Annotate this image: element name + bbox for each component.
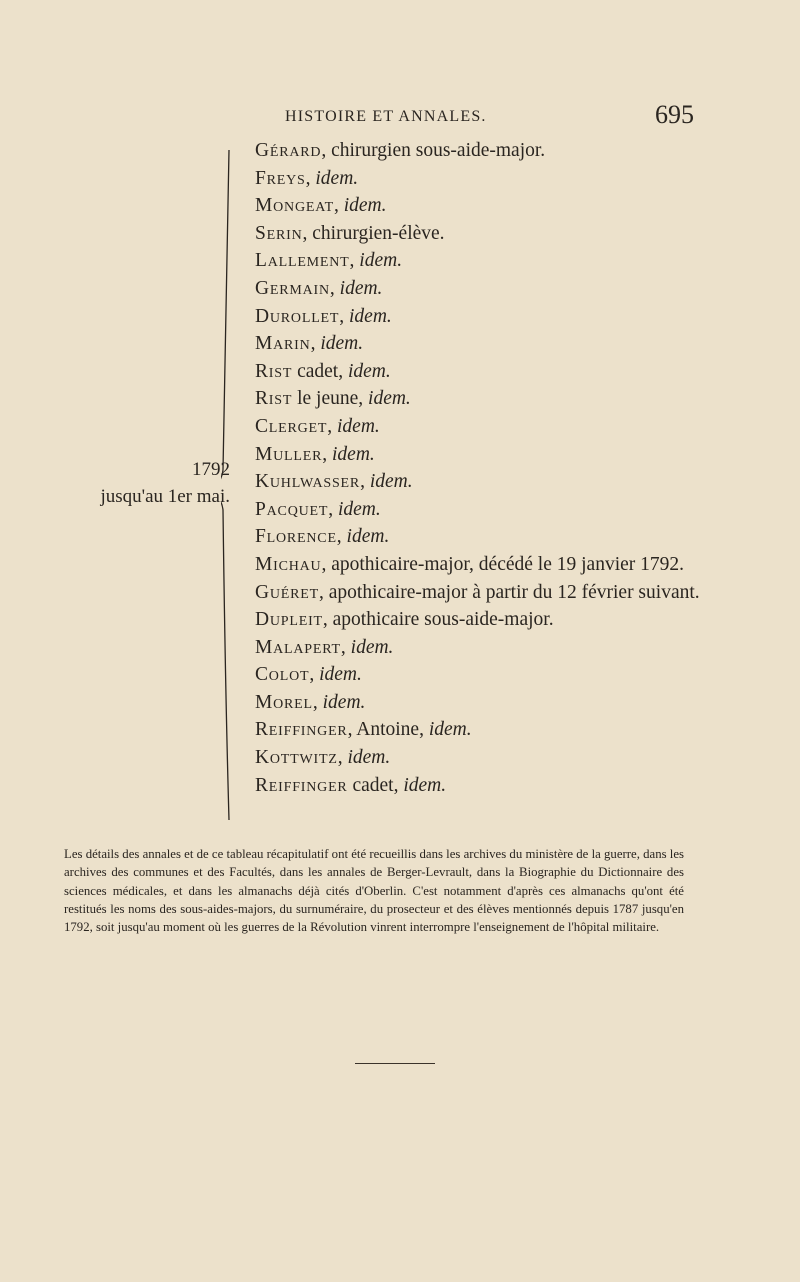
footnote-text: Les détails des annales et de ce tableau récapitulatif ont été recueillis dans les archives du ministère de la guerre, dans les archives des communes et des Facultés, dans les annales de Berger-Levrault, dans la Biographie du Dictionnaire des sciences médicales, et dans les almanachs déjà cités d'Oberlin. C'est notamment d'après ces almanachs qu'ont été restitués les noms des sous-aides-majors, du surnuméraire, du prosecteur et des élèves mentionnés depuis 1787 jusqu'en 1792, soit jusqu'au moment où les guerres de la Révolution vinrent interrompre l'enseignement de l'hôpital militaire. bbox=[64, 847, 684, 935]
list-item: Marin, idem. bbox=[255, 333, 364, 355]
person-name: Kottwitz bbox=[255, 747, 338, 769]
person-name: Rist bbox=[255, 360, 293, 382]
person-role: idem. bbox=[403, 774, 447, 796]
person-role: idem. bbox=[337, 415, 380, 437]
person-name: Colot bbox=[255, 664, 310, 686]
person-role: idem. bbox=[368, 388, 411, 410]
person-role: idem. bbox=[339, 277, 383, 299]
person-qualifier: le jeune, bbox=[292, 388, 369, 410]
person-role: idem. bbox=[350, 636, 394, 658]
person-name: Dupleit bbox=[255, 609, 323, 631]
person-role: idem. bbox=[349, 305, 392, 327]
person-name: Michau bbox=[255, 553, 322, 575]
person-name: Pacquet bbox=[255, 498, 329, 520]
person-role: , apothicaire sous-aide-major. bbox=[322, 609, 554, 631]
person-role: idem. bbox=[337, 498, 381, 520]
person-qualifier: cadet, bbox=[347, 774, 404, 796]
person-qualifier: , Antoine, bbox=[347, 719, 429, 741]
person-name: Reiffinger bbox=[255, 719, 348, 741]
list-item: Colot, idem. bbox=[255, 664, 362, 686]
list-item: Pacquet, idem. bbox=[255, 498, 381, 520]
person-role: idem. bbox=[428, 719, 472, 741]
person-name: Serin bbox=[255, 222, 303, 244]
person-role: , chirurgien sous-aide-major. bbox=[321, 140, 546, 161]
person-qualifier: cadet, bbox=[292, 360, 348, 382]
personnel-list bbox=[255, 137, 735, 799]
person-name: Rist bbox=[255, 388, 293, 410]
person-name: Freys bbox=[255, 167, 306, 189]
person-name: Kuhlwasser bbox=[255, 471, 361, 493]
list-item bbox=[255, 772, 735, 800]
person-role: , apothicaire-major, décédé le 19 janvier 1792. bbox=[321, 553, 685, 575]
person-name: Muller bbox=[255, 443, 323, 465]
person-name: Germain bbox=[255, 277, 330, 299]
person-name: Durollet bbox=[255, 305, 340, 327]
person-role: idem. bbox=[332, 443, 375, 465]
person-name: Lallement bbox=[255, 250, 350, 272]
person-role: idem. bbox=[320, 333, 364, 355]
list-item: Kuhlwasser, idem. bbox=[255, 471, 413, 493]
list-item: Clerget, idem. bbox=[255, 415, 380, 437]
end-rule bbox=[355, 1063, 435, 1064]
list-item: Florence, idem. bbox=[255, 526, 390, 548]
person-name: Gérard bbox=[255, 140, 322, 161]
list-item: Mongeat, idem. bbox=[255, 195, 387, 217]
person-name: Florence bbox=[255, 526, 337, 548]
person-role: idem. bbox=[315, 167, 359, 189]
person-role: idem. bbox=[343, 195, 387, 217]
person-role: idem. bbox=[319, 664, 362, 686]
list-item: Malapert, idem. bbox=[255, 636, 394, 658]
person-role: idem. bbox=[347, 747, 391, 769]
page-number: 695 bbox=[655, 100, 694, 129]
list-item: Germain, idem. bbox=[255, 277, 383, 299]
list-item: Muller, idem. bbox=[255, 443, 375, 465]
running-title: HISTOIRE ET ANNALES. bbox=[285, 108, 487, 125]
date-range-note bbox=[40, 456, 230, 510]
date-until: jusqu'au 1er mai. bbox=[100, 486, 230, 507]
date-year: 1792 bbox=[192, 459, 230, 480]
person-role: idem. bbox=[359, 250, 403, 272]
list-item: Morel, idem. bbox=[255, 691, 366, 713]
list-item: Lallement, idem. bbox=[255, 250, 403, 272]
person-name: Reiffinger bbox=[255, 774, 348, 796]
person-name: Malapert bbox=[255, 636, 341, 658]
list-item bbox=[255, 358, 735, 386]
list-item: Freys, idem. bbox=[255, 167, 359, 189]
list-item bbox=[255, 385, 735, 413]
list-item bbox=[255, 220, 735, 248]
list-item: Durollet, idem. bbox=[255, 305, 392, 327]
list-item bbox=[255, 606, 735, 634]
person-name: Marin bbox=[255, 333, 311, 355]
list-item bbox=[255, 137, 735, 165]
person-name: Clerget bbox=[255, 415, 328, 437]
list-item bbox=[255, 716, 735, 744]
list-item bbox=[255, 579, 735, 607]
person-role: idem. bbox=[346, 526, 390, 548]
page-header bbox=[0, 100, 800, 136]
list-item bbox=[255, 551, 735, 579]
person-role: idem. bbox=[369, 471, 413, 493]
person-role: , chirurgien-élève. bbox=[302, 222, 445, 244]
person-role: idem. bbox=[322, 691, 366, 713]
footnote bbox=[64, 845, 684, 936]
person-role: , apothicaire-major à partir du 12 février suivant. bbox=[319, 581, 700, 603]
list-item: Kottwitz, idem. bbox=[255, 747, 391, 769]
person-name: Mongeat bbox=[255, 195, 334, 217]
person-role: idem. bbox=[347, 360, 391, 382]
person-name: Guéret bbox=[255, 581, 319, 603]
person-name: Morel bbox=[255, 691, 313, 713]
